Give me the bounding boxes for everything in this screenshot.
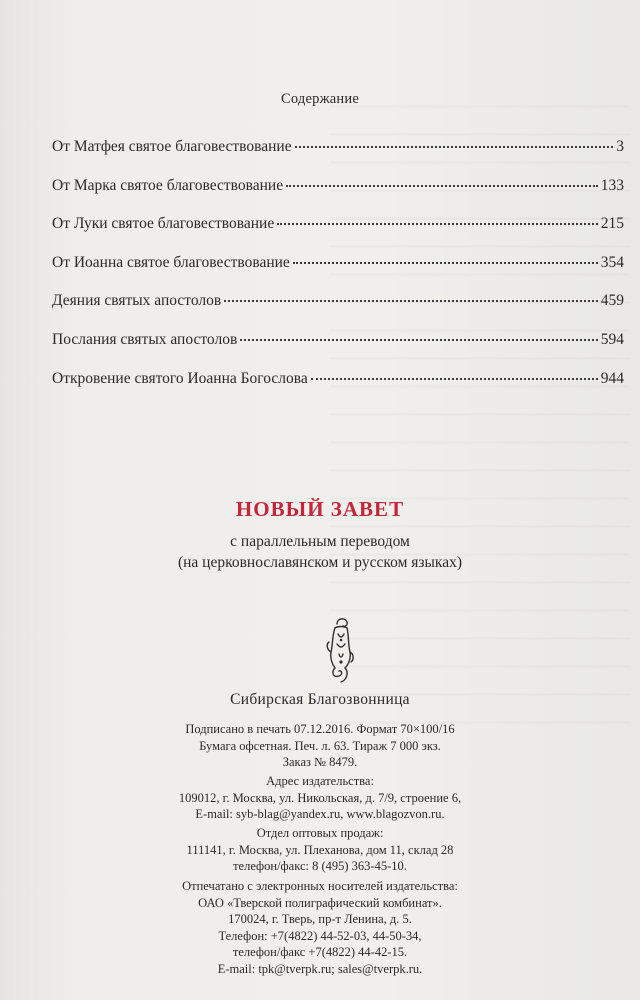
imprint-line: Телефон: +7(4822) 44-52-03, 44-50-34, [218,928,422,943]
toc-row [52,138,624,177]
toc-row [52,292,624,331]
toc-leader-dots [277,223,598,225]
printer-block [0,878,640,977]
toc-leader-dots [311,378,598,380]
toc-leader-dots [224,300,598,302]
imprint-line: Отдел оптовых продаж: [256,826,384,840]
print-info-block [0,721,640,771]
wholesale-block [0,825,640,875]
imprint-line: Подписано в печать 07.12.2016. Формат 70×100/16 [185,722,455,736]
publisher-name: Сибирская Благозвонница [230,691,410,708]
imprint-line: Заказ № 8479. [282,755,358,769]
toc-entry-label: От Марка святое благовествование [52,176,284,194]
imprint-line: ОАО «Тверской полиграфический комбинат». [198,895,442,910]
toc-leader-dots [240,339,597,341]
imprint-line: Отпечатано с электронных носителей издательства: [182,879,458,893]
toc-row [52,254,624,293]
imprint-line: 109012, г. Москва, ул. Никольская, д. 7/9, строение 6, [178,790,462,805]
imprint-line: 111141, г. Москва, ул. Плеханова, дом 11, склад 28 [186,842,454,857]
imprint-line: Бумага офсетная. Печ. л. 63. Тираж 7 000 экз. [199,738,441,753]
toc-entry-label: Откровение святого Иоанна Богослова [52,369,308,387]
toc-leader-dots [293,262,598,264]
toc-leader-dots [286,185,598,187]
imprint-line: E-mail: tpk@tverpk.ru; sales@tverpk.ru. [217,961,423,976]
toc-page-number: 594 [600,330,624,348]
subtitle-line: с параллельным переводом [230,533,410,550]
toc-row [52,370,624,409]
toc-page-number: 459 [600,292,624,310]
book-title: НОВЫЙ ЗАВЕТ [235,497,405,521]
toc-heading: Содержание [281,91,359,107]
toc-page-number: 133 [600,176,624,194]
publisher-address-block [0,773,640,823]
toc-page-number: 354 [600,253,624,271]
toc-page-number: 215 [600,215,624,233]
imprint-line: телефон/факс: 8 (495) 363-45-10. [233,859,407,873]
toc-entry-label: От Иоанна святое благовествование [52,253,290,271]
imprint-line: 170024, г. Тверь, пр-т Ленина, д. 5. [228,912,412,926]
toc-page-number: 3 [616,138,624,155]
toc-entry-label: Деяния святых апостолов [52,292,222,310]
toc-entry-label: Послания святых апостолов [52,330,238,348]
imprint-line: Адрес издательства: [266,774,374,788]
toc-entry-label: От Матфея святое благовествование [52,138,292,155]
toc-row [52,331,624,370]
imprint-line: E-mail: syb-blag@yandex.ru, www.blagozvon.ru. [195,807,445,821]
toc-leader-dots [295,146,614,148]
bell-emblem-icon [323,614,357,686]
book-subtitle [0,531,640,573]
toc-page-number: 944 [600,369,624,387]
imprint-line: телефон/факс +7(4822) 44-42-15. [232,945,408,959]
table-of-contents [52,138,624,408]
subtitle-line: (на церковнославянском и русском языках) [177,554,463,571]
toc-row [52,215,624,254]
toc-entry-label: От Луки святое благовествование [52,215,275,233]
toc-row [52,177,624,216]
